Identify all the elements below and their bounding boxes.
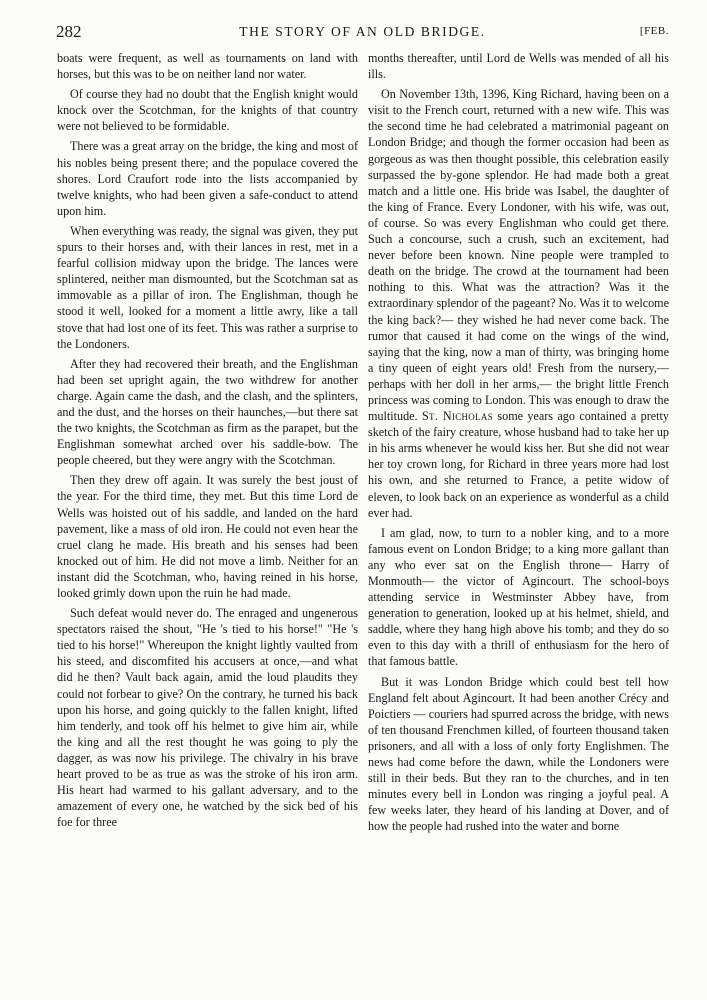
right-column: [368, 50, 669, 839]
paragraph: When everything was ready, the signal was given, they put spurs to their horses and, with their lances in rest, met in a fearful collision midway upon the bridge. The lances were splintered, neither man dismounted, but the Scotchman sat as immovable as a pillar of iron. The Englishman, though he stood it well, looked for a moment a little awry, like a tall stove that had lost one of its feet. This was rather a surprise to the Londoners.: [57, 223, 358, 351]
page-number: 282: [56, 22, 82, 41]
paragraph: Of course they had no doubt that the English knight would knock over the Scotchman, for the knights of that country were not believed to be formidable.: [57, 87, 358, 134]
paragraph: But it was London Bridge which could best tell how England felt about Agincourt. It had been another Crécy and Poictiers — couriers had spurred across the bridge, with news of ten thousand Frenchmen killed, of fourteen thousand taken prisoners, and all with a loss of only forty Englishmen. The news had come before the dawn, while the Londoners were still in their beds. But they ran to the churches, and in ten minutes every bell in London was ringing a joyful peal. A few weeks later, they heard of his landing at Dover, and of how the people had rushed into the water and borne: [368, 674, 669, 834]
page-header: [56, 22, 669, 44]
paragraph: [368, 86, 669, 521]
paragraph-text: On November 13th, 1396, King Richard, having been on a visit to the French court, returned with a new wife. This was the second time he had celebrated a matrimonial pageant on London Bridge; and though the former occasion had been as gorgeous as was then thought possible, this celebration easily surpassed the by-gone splendor. He had made both a great match and a little one. His bride was Isabel, the daughter of the king of France. Every Londoner, with his wife, was out, of course. So was every Englishman who could get there. Such a concourse, such a crush, such an excitement, had never before been known. Nine people were trampled to death on the bridge. The crowd at the tournament had been nothing to this. What was the attraction? Was it the extraordinary splendor of the pageant? No. Was it to welcome the king back?— they wished he had never come back. The rumor that caused it had come on the wings of the wind, saying that the king, now a man of thirty, was bringing home a tiny queen of eight years old! Fresh from the nursery,—perhaps with her doll in her arms,— the bright little French princess was coming to London. This was enough to draw the multitude.: [368, 87, 669, 424]
paragraph: There was a great array on the bridge, the king and most of his nobles being present there; and the populace covered the shores. Lord Craufort rode into the lists accompanied by twelve knights, who had been given a safe-conduct to attend upon him.: [57, 139, 358, 218]
paragraph-text: some years ago contained a pretty sketch of the fairy creature, whose husband had to take her up in his arms whenever he would kiss her. But she did not wear her toy crown long, for Richard in three years more had lost his own, and she returned to France, a petite widow of eleven, to look back on an experience as wonderful as a child ever had.: [368, 409, 669, 520]
issue-month: [FEB.: [639, 25, 669, 37]
paragraph: Such defeat would never do. The enraged and ungenerous spectators raised the shout, "He 's tied to his horse!" "He 's tied to his horse!" Whereupon the knight lightly vaulted from his steed, and discomfited his accusers at once,—and what did he then? Vault back again, amid the loud plaudits they could not forbear to give? On the contrary, he turned his back upon his horse, and going quickly to the fallen knight, lifted him tenderly, and took off his helmet to give him air, while the king and all the rest thought he was going to ply the dagger, as was now his privilege. The chivalry in his brave heart proved to be as true as was the stroke of his iron arm. His heart had warmed to his gallant adversary, and to the amazement of every one, he watched by the sick bed of his foe for three: [57, 606, 358, 830]
paragraph: boats were frequent, as well as tournaments on land with horses, but this was to be on neither land nor water.: [57, 51, 358, 82]
paragraph: After they had recovered their breath, and the Englishman had been set upright again, the two withdrew for another charge. Again came the dash, and the clash, and the splinters, and the dust, and the horses on their haunches,—but there sat the two knights, the Scotchman as firm as the parapet, but the Englishman somewhat arched over his saddle-bow. The people cheered, but they were angry with the Scotchman.: [57, 356, 358, 468]
running-title: THE STORY OF AN OLD BRIDGE.: [239, 24, 486, 39]
paragraph: I am glad, now, to turn to a nobler king, and to a more famous event on London Bridge; to a king more gallant than any who ever sat on the English throne— Harry of Monmouth— the victor of Agincourt. The school-boys attending service in Westminster Abbey have, from generation to generation, looked up at his helmet, shield, and saddle, where they hang high above his tomb; and they do so even to this day with a thrill of enthusiasm for the hero of that famous battle.: [368, 525, 669, 669]
paragraph: months thereafter, until Lord de Wells was mended of all his ills.: [368, 51, 669, 82]
paragraph: Then they drew off again. It was surely the best joust of the year. For the third time, they met. But this time Lord de Wells was hoisted out of his saddle, and landed on the hard pavement, like a mass of old iron. He could not even hear the cruel clang he made. His breath and his senses had been knocked out of him. He did not move a limb. Neither for an instant did the Scotchman, who, having reined in his horse, looked grimly down upon the ruin he had made.: [57, 473, 358, 600]
left-column: [57, 50, 358, 834]
magazine-name: St. Nicholas: [421, 409, 494, 424]
